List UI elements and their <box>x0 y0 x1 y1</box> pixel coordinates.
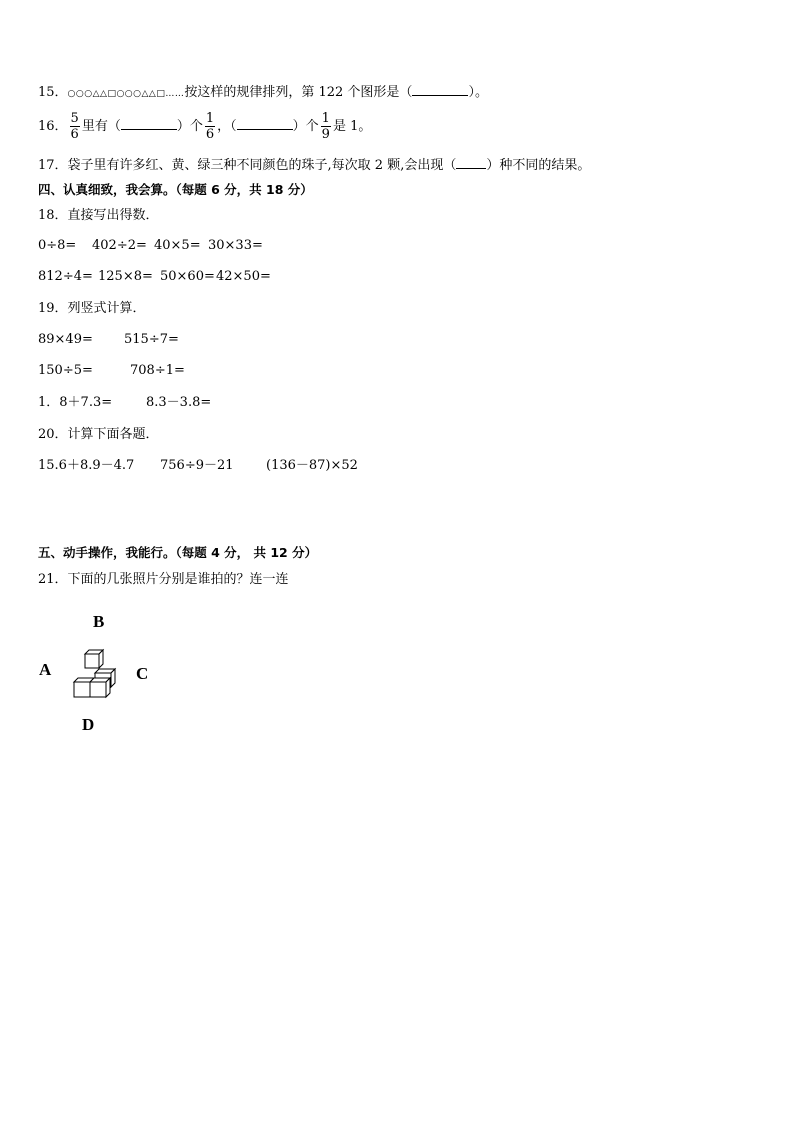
calc-item: 30×33= <box>208 238 263 253</box>
question-number: 16． <box>38 119 68 134</box>
calc-item: 0÷8= <box>38 238 77 253</box>
question-19-title: 19．列竖式计算． <box>38 301 146 316</box>
calc-item: 756÷9－21 <box>160 458 234 473</box>
question-21-title: 21．下面的几张照片分别是谁拍的？连一连 <box>38 572 289 587</box>
shape-pattern: ○○○△△□○○○△△□…… <box>67 89 185 99</box>
calc-item: 8.3－3.8= <box>146 395 212 410</box>
question-number: 17． <box>38 158 68 173</box>
question-17: 17．袋子里有许多红、黄、绿三种不同颜色的珠子,每次取 2 颗,会出现（ ）种不同的结果。 <box>38 155 590 175</box>
question-20-row-1 <box>38 457 358 475</box>
answer-blank[interactable] <box>412 82 468 96</box>
view-label-b: B <box>93 612 105 631</box>
fraction-one-ninth: $\frac{1}{9}$ <box>321 111 330 142</box>
fraction-five-sixths: $\frac{5}{6}$ <box>70 111 79 142</box>
calc-item: (136－87)×52 <box>266 458 358 473</box>
question-text: 袋子里有许多红、黄、绿三种不同颜色的珠子,每次取 2 颗,会出现（ <box>67 158 457 173</box>
calc-item: 50×60= <box>160 269 215 284</box>
question-16: 16． $\frac{5}{6}$ 里有（ ）个 $\frac{1}{6}$ ，（ ）个 $\frac{1}{9}$ 是 1。 <box>38 111 372 142</box>
view-label-a: A <box>39 660 52 679</box>
section-heading-4: 四、认真细致，我会算。（每题 6 分，共 18 分） <box>38 182 313 197</box>
calc-item: 40×5= <box>154 238 201 253</box>
calc-item: 812÷4= <box>38 269 93 284</box>
calc-item: 150÷5= <box>38 363 93 378</box>
answer-blank[interactable] <box>456 155 486 169</box>
answer-blank[interactable] <box>237 116 293 130</box>
calc-item: 125×8= <box>98 269 153 284</box>
calc-item: 89×49= <box>38 332 93 347</box>
question-19-row-2 <box>38 362 185 380</box>
question-text: 按这样的规律排列，第 122 个图形是（ <box>184 85 413 100</box>
view-label-d: D <box>82 715 95 734</box>
answer-blank[interactable] <box>121 116 177 130</box>
question-18-row-2 <box>38 268 271 286</box>
calc-item: 42×50= <box>216 269 271 284</box>
calc-item: 402÷2= <box>92 238 147 253</box>
view-label-c: C <box>136 664 149 683</box>
calc-item: 15.6＋8.9－4.7 <box>38 458 135 473</box>
section-heading-5: 五、动手操作，我能行。（每题 4 分， 共 12 分） <box>38 545 318 560</box>
question-number: 15． <box>38 85 68 100</box>
question-19-row-3 <box>38 394 211 412</box>
cube-stack-figure <box>70 645 130 705</box>
calc-item: 708÷1= <box>130 363 185 378</box>
question-20-title: 20．计算下面各题． <box>38 427 159 442</box>
fraction-one-sixth: $\frac{1}{6}$ <box>205 111 215 142</box>
question-18-row-1 <box>38 237 263 255</box>
question-text-end: ）。 <box>468 85 488 100</box>
question-19-row-1 <box>38 331 179 349</box>
calc-item: 515÷7= <box>124 332 179 347</box>
question-15 <box>38 82 488 103</box>
question-18-title: 18．直接写出得数． <box>38 208 159 223</box>
calc-item: 1．8＋7.3= <box>38 395 113 410</box>
